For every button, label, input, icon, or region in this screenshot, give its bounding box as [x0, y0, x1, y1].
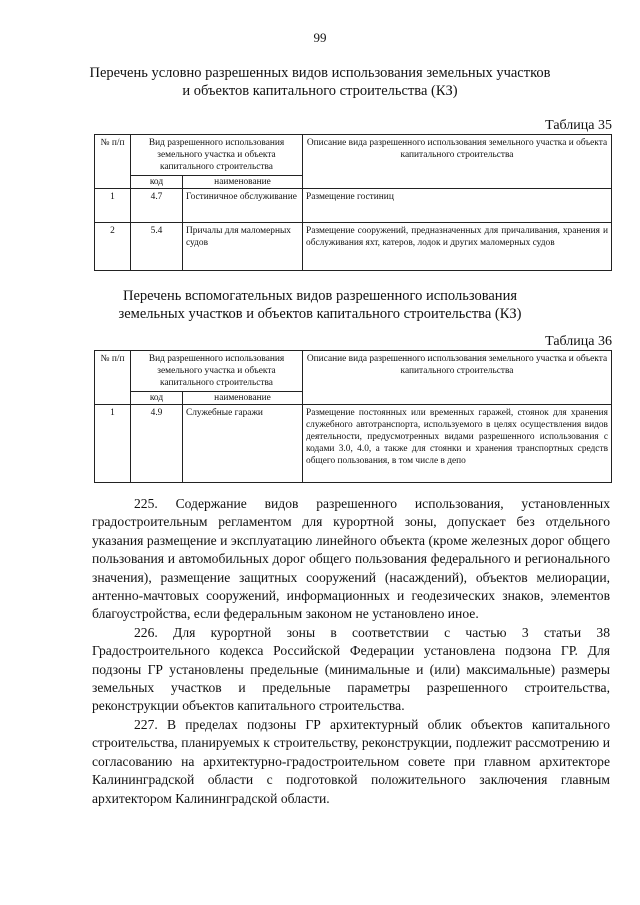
header-description: Описание вида разрешенного использования земельного участка и объекта капитального строительства: [303, 351, 612, 405]
table-35: [94, 134, 612, 271]
cell-code: 5.4: [131, 223, 183, 271]
header-name: наименование: [183, 392, 303, 405]
section2-title-line2: земельных участков и объектов капитального строительства (КЗ): [118, 306, 522, 322]
cell-name: Гостиничное обслуживание: [183, 189, 303, 223]
table-row: [95, 223, 612, 271]
cell-name: Служебные гаражи: [183, 405, 303, 483]
table-header-row: [95, 135, 612, 176]
header-kind: Вид разрешенного использования земельного участка и объекта капитального строительства: [131, 135, 303, 176]
section2-title-line1: Перечень вспомогательных видов разрешенного использования: [123, 288, 517, 304]
section2-title: [60, 287, 580, 323]
header-code: код: [131, 392, 183, 405]
table-row: [95, 405, 612, 483]
header-name: наименование: [183, 176, 303, 189]
table-header-row: [95, 351, 612, 392]
section1-title: [60, 64, 580, 100]
cell-description: Размещение сооружений, предназначенных для причаливания, хранения и обслуживания яхт, катеров, лодок и других маломерных судов: [303, 223, 612, 271]
cell-num: 1: [95, 189, 131, 223]
header-description: Описание вида разрешенного использования земельного участка и объекта капитального строительства: [303, 135, 612, 189]
paragraph-226: 226. Для курортной зоны в соответствии с частью 3 статьи 38 Градостроительного кодекса Российской Федерации установлена подзона ГР. Для подзоны ГР установлены предельные (минимальные и (или) максимальные) размеры земельных участков и предельные параметры разрешенного строительства, реконструкции объектов капитального строительства.: [92, 624, 610, 714]
body-text: [92, 495, 610, 808]
cell-num: 2: [95, 223, 131, 271]
header-num: № п/п: [95, 351, 131, 405]
cell-name: Причалы для маломерных судов: [183, 223, 303, 271]
table35-label: Таблица 35: [545, 118, 612, 133]
section1-title-line1: Перечень условно разрешенных видов использования земельных участков: [89, 65, 551, 81]
table-36: [94, 350, 612, 483]
cell-description: Размещение гостиниц: [303, 189, 612, 223]
cell-num: 1: [95, 405, 131, 483]
cell-code: 4.9: [131, 405, 183, 483]
paragraph-225: 225. Содержание видов разрешенного использования, установленных градостроительным регламентом для курортной зоны, допускает без отдельного указания размещение и эксплуатацию линейного объекта (кроме железных дорог общего пользования и автомобильных дорог общего пользования федерального и регионального значения), размещение защитных сооружений (насаждений), объектов мелиорации, антенно-мачтовых сооружений, информационных и геодезических знаков, элементов благоустройства, если федеральным законом не установлено иное.: [92, 496, 610, 622]
page-number: 99: [313, 30, 327, 45]
section1-title-line2: и объектов капитального строительства (КЗ): [182, 83, 458, 99]
header-kind: Вид разрешенного использования земельного участка и объекта капитального строительства: [131, 351, 303, 392]
cell-code: 4.7: [131, 189, 183, 223]
header-num: № п/п: [95, 135, 131, 189]
cell-description: Размещение постоянных или временных гаражей, стоянок для хранения служебного автотранспорта, используемого в целях осуществления видов деятельности, предусмотренных видами разрешенного использования с кодами 3.0, 4.0, а также для стоянки и хранения транспортных средств общего пользования, в том числе в депо: [303, 405, 612, 483]
table-row: [95, 189, 612, 223]
paragraph-227: 227. В пределах подзоны ГР архитектурный облик объектов капитального строительства, планируемых к строительству, реконструкции, подлежит рассмотрению и согласованию на архитектурно-градостроительном совете при главном архитекторе Калининградской области с подготовкой положительного заключения главным архитектором Калининградской области.: [92, 716, 610, 806]
header-code: код: [131, 176, 183, 189]
table36-label: Таблица 36: [545, 334, 612, 349]
